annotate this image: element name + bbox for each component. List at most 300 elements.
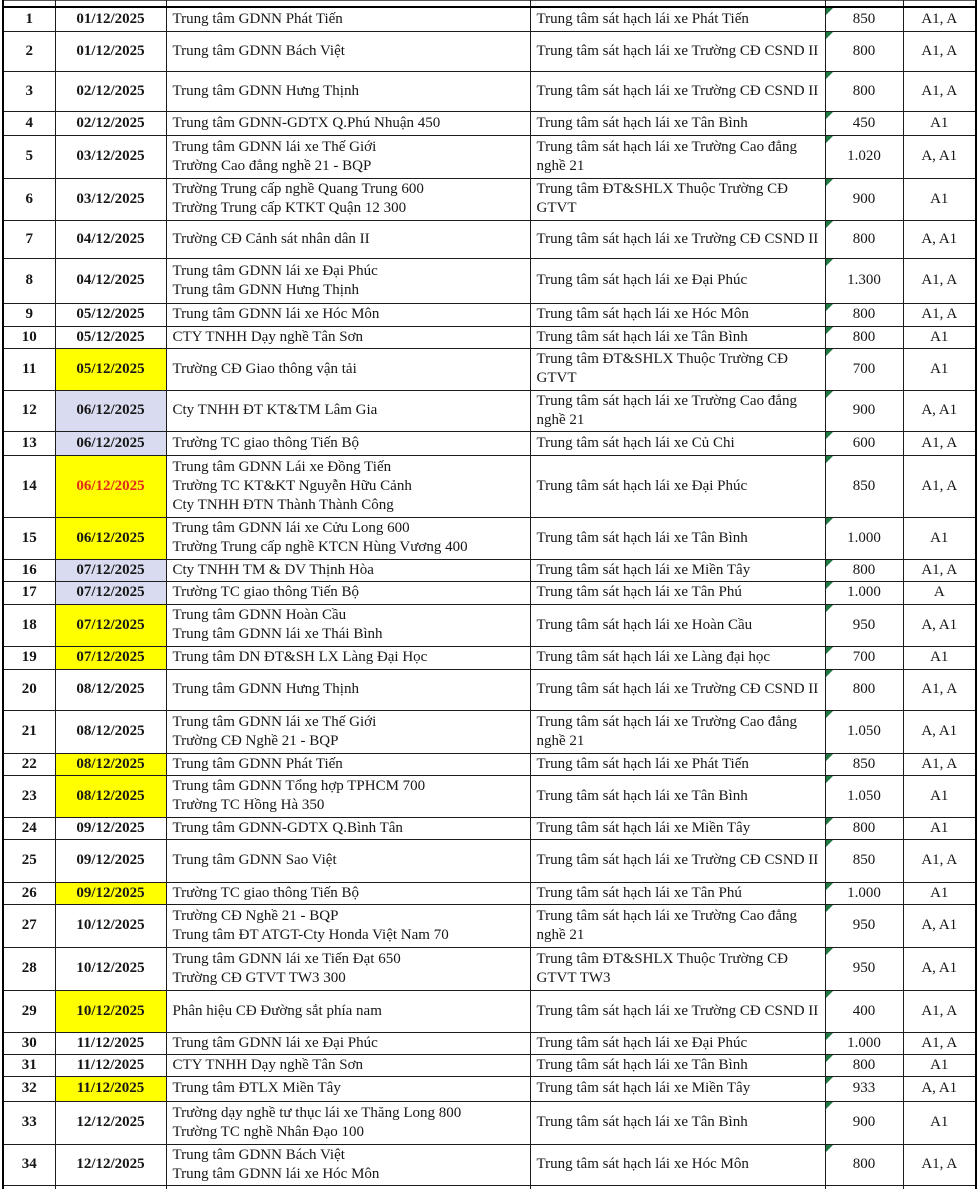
license-class-cell[interactable]: A, A1 [903, 135, 976, 178]
testing-center-cell[interactable]: Trung tâm sát hạch lái xe Trường Cao đẳng nghề 21 [530, 710, 825, 753]
partial-cell [55, 1185, 166, 1189]
license-class-cell[interactable]: A, A1 [903, 710, 976, 753]
row-number-cell[interactable]: 26 [3, 882, 55, 904]
testing-center-cell[interactable]: Trung tâm sát hạch lái xe Tân Bình [530, 775, 825, 817]
table-row [3, 390, 976, 431]
cell-comment-triangle-icon [826, 32, 833, 39]
training-center-cell[interactable] [166, 178, 530, 220]
row-number-cell[interactable]: 2 [3, 31, 55, 71]
training-center-line: Trung tâm GDNN lái xe Đại Phúc [172, 1034, 378, 1051]
testing-center-cell[interactable]: Trung tâm sát hạch lái xe Tân Bình [530, 1054, 825, 1076]
table-row [3, 178, 976, 220]
candidate-count-cell[interactable]: 700 [825, 646, 903, 669]
training-center-line: Trường CĐ Nghề 21 - BQP [172, 907, 339, 924]
row-number-cell[interactable]: 13 [3, 431, 55, 455]
row-number-cell[interactable]: 18 [3, 604, 55, 646]
training-center-line: Trung tâm GDNN Lái xe Đồng Tiến [172, 458, 392, 475]
table-row [3, 669, 976, 710]
cell-comment-triangle-icon [826, 112, 833, 119]
training-center-line: Trường Trung cấp nghề KTCN Hùng Vương 400 [172, 539, 468, 555]
testing-center-cell[interactable]: Trung tâm sát hạch lái xe Tân Bình [530, 326, 825, 348]
cell-comment-triangle-icon [826, 1033, 833, 1040]
training-center-cell[interactable] [166, 581, 530, 604]
table-row [3, 817, 976, 839]
training-center-line: Trung tâm ĐTLX Miền Tây [172, 1080, 341, 1096]
row-number-cell[interactable]: 7 [3, 220, 55, 258]
training-center-cell[interactable] [166, 559, 530, 581]
training-center-line: Cty TNHH ĐT KT&TM Lâm Gia [172, 402, 378, 418]
testing-center-cell[interactable]: Trung tâm sát hạch lái xe Trường CĐ CSND II [530, 669, 825, 710]
license-class-cell[interactable]: A1, A [903, 431, 976, 455]
training-center-cell[interactable] [166, 258, 530, 303]
training-center-line: Trường TC nghề Nhân Đạo 100 [172, 1123, 364, 1140]
table-row [3, 775, 976, 817]
cell-comment-triangle-icon [826, 1102, 833, 1109]
candidate-count-cell[interactable]: 850 [825, 7, 903, 31]
candidate-count-cell[interactable]: 850 [825, 753, 903, 775]
table-row [3, 348, 976, 390]
license-class-cell[interactable]: A1 [903, 1054, 976, 1076]
table-row [3, 517, 976, 559]
training-center-cell[interactable] [166, 1076, 530, 1101]
testing-center-cell[interactable]: Trung tâm sát hạch lái xe Đại Phúc [530, 455, 825, 517]
partial-row-bottom [3, 1185, 976, 1189]
cell-comment-triangle-icon [826, 818, 833, 825]
license-class-cell[interactable]: A1, A [903, 753, 976, 775]
testing-center-cell[interactable]: Trung tâm sát hạch lái xe Đại Phúc [530, 258, 825, 303]
partial-cell [530, 1185, 825, 1189]
license-class-cell[interactable]: A1 [903, 817, 976, 839]
license-class-cell[interactable]: A1 [903, 111, 976, 135]
license-class-cell[interactable]: A1, A [903, 7, 976, 31]
license-class-cell[interactable]: A1 [903, 1101, 976, 1144]
date-cell[interactable]: 06/12/2025 [55, 455, 166, 517]
license-class-cell[interactable]: A, A1 [903, 947, 976, 990]
candidate-count-cell[interactable]: 700 [825, 348, 903, 390]
row-number-cell[interactable]: 1 [3, 7, 55, 31]
table-row [3, 31, 976, 71]
training-center-line: Trung tâm GDNN Sao Việt [172, 852, 337, 868]
training-center-line: Trung tâm GDNN Hoàn Cầu [172, 607, 347, 623]
date-cell[interactable]: 04/12/2025 [55, 258, 166, 303]
candidate-count-cell[interactable]: 1.000 [825, 581, 903, 604]
license-class-cell[interactable]: A1, A [903, 31, 976, 71]
date-cell[interactable]: 09/12/2025 [55, 882, 166, 904]
row-number-cell[interactable]: 8 [3, 258, 55, 303]
training-center-line: Trung tâm GDNN lái xe Tiến Đạt 650 [172, 950, 401, 967]
date-cell[interactable]: 02/12/2025 [55, 71, 166, 111]
candidate-count-cell[interactable]: 800 [825, 1054, 903, 1076]
table-row [3, 1144, 976, 1185]
training-center-line: Trung tâm DN ĐT&SH LX Làng Đại Học [172, 649, 428, 665]
date-cell[interactable]: 09/12/2025 [55, 817, 166, 839]
training-center-cell[interactable] [166, 775, 530, 817]
testing-center-cell[interactable]: Trung tâm sát hạch lái xe Trường Cao đẳng nghề 21 [530, 390, 825, 431]
training-center-line: Trung tâm GDNN lái xe Đại Phúc [172, 262, 378, 279]
training-center-cell[interactable] [166, 455, 530, 517]
license-class-cell[interactable]: A, A1 [903, 220, 976, 258]
cell-comment-triangle-icon [826, 179, 833, 186]
date-cell[interactable]: 10/12/2025 [55, 947, 166, 990]
training-center-line: Phân hiệu CĐ Đường sắt phía nam [172, 1002, 382, 1019]
table-row [3, 135, 976, 178]
date-cell[interactable]: 01/12/2025 [55, 7, 166, 31]
date-cell[interactable]: 05/12/2025 [55, 348, 166, 390]
candidate-count-cell[interactable]: 800 [825, 220, 903, 258]
training-center-line: CTY TNHH Dạy nghề Tân Sơn [172, 328, 364, 345]
training-center-line: Trung tâm GDNN-GDTX Q.Bình Tân [172, 819, 403, 836]
training-center-line: Trường CĐ Giao thông vận tải [172, 360, 357, 377]
date-cell[interactable]: 11/12/2025 [55, 1032, 166, 1054]
partial-cell [166, 1185, 530, 1189]
training-center-line: Trung tâm GDNN Phát Tiến [172, 10, 343, 27]
training-center-line: Trung tâm GDNN Hưng Thịnh [172, 281, 359, 298]
testing-center-cell[interactable]: Trung tâm sát hạch lái xe Tân Bình [530, 517, 825, 559]
row-number-cell[interactable]: 9 [3, 303, 55, 326]
row-number-cell[interactable]: 27 [3, 904, 55, 947]
table-row [3, 455, 976, 517]
row-number-cell[interactable]: 25 [3, 839, 55, 882]
candidate-count-cell[interactable]: 900 [825, 390, 903, 431]
license-class-cell[interactable]: A1 [903, 882, 976, 904]
testing-center-cell[interactable]: Trung tâm sát hạch lái xe Củ Chi [530, 431, 825, 455]
training-center-cell[interactable] [166, 882, 530, 904]
table-row [3, 604, 976, 646]
training-center-cell[interactable] [166, 1054, 530, 1076]
testing-center-cell[interactable]: Trung tâm ĐT&SHLX Thuộc Trường CĐ GTVT [530, 348, 825, 390]
date-cell[interactable]: 07/12/2025 [55, 604, 166, 646]
training-center-line: Trường TC giao thông Tiến Bộ [172, 434, 360, 451]
date-cell[interactable]: 08/12/2025 [55, 775, 166, 817]
date-cell[interactable]: 05/12/2025 [55, 326, 166, 348]
license-class-cell[interactable]: A, A1 [903, 904, 976, 947]
training-center-line: Cty TNHH TM & DV Thịnh Hòa [172, 561, 374, 578]
row-number-cell[interactable]: 12 [3, 390, 55, 431]
cell-comment-triangle-icon [826, 327, 833, 334]
training-center-cell[interactable] [166, 135, 530, 178]
row-number-cell[interactable]: 19 [3, 646, 55, 669]
cell-comment-triangle-icon [826, 349, 833, 356]
partial-cell [825, 1185, 903, 1189]
row-number-cell[interactable]: 24 [3, 817, 55, 839]
row-number-cell[interactable]: 20 [3, 669, 55, 710]
training-center-line: Trung tâm GDNN lái xe Thái Bình [172, 626, 383, 642]
training-center-line: Trung tâm GDNN lái xe Hóc Môn [172, 1165, 380, 1182]
training-center-cell[interactable] [166, 646, 530, 669]
training-center-line: Trường TC KT&KT Nguyễn Hữu Cảnh [172, 477, 412, 494]
license-class-cell[interactable]: A1, A [903, 559, 976, 581]
table-row [3, 1101, 976, 1144]
row-number-cell[interactable]: 4 [3, 111, 55, 135]
training-center-cell[interactable] [166, 817, 530, 839]
testing-center-cell[interactable]: Trung tâm sát hạch lái xe Tân Phú [530, 882, 825, 904]
table-row [3, 7, 976, 31]
candidate-count-cell[interactable]: 850 [825, 839, 903, 882]
date-cell[interactable]: 10/12/2025 [55, 904, 166, 947]
candidate-count-cell[interactable]: 400 [825, 990, 903, 1032]
training-center-line: Trung tâm GDNN Bách Việt [172, 42, 345, 59]
license-class-cell[interactable]: A, A1 [903, 390, 976, 431]
row-number-cell[interactable]: 14 [3, 455, 55, 517]
training-center-line: CTY TNHH Dạy nghề Tân Sơn [172, 1056, 364, 1073]
table-row [3, 947, 976, 990]
date-cell[interactable]: 08/12/2025 [55, 710, 166, 753]
date-cell[interactable]: 07/12/2025 [55, 646, 166, 669]
row-number-cell[interactable]: 16 [3, 559, 55, 581]
testing-center-cell[interactable]: Trung tâm sát hạch lái xe Hóc Môn [530, 303, 825, 326]
testing-center-cell[interactable]: Trung tâm sát hạch lái xe Trường CĐ CSND II [530, 839, 825, 882]
date-cell[interactable]: 11/12/2025 [55, 1054, 166, 1076]
row-number-cell[interactable]: 3 [3, 71, 55, 111]
candidate-count-cell[interactable]: 800 [825, 303, 903, 326]
cell-comment-triangle-icon [826, 711, 833, 718]
date-cell[interactable]: 02/12/2025 [55, 111, 166, 135]
testing-center-cell[interactable]: Trung tâm sát hạch lái xe Trường CĐ CSND II [530, 71, 825, 111]
candidate-count-cell[interactable]: 950 [825, 604, 903, 646]
date-cell[interactable]: 01/12/2025 [55, 31, 166, 71]
row-number-cell[interactable]: 10 [3, 326, 55, 348]
training-center-line: Trung tâm GDNN-GDTX Q.Phú Nhuận 450 [172, 114, 441, 131]
candidate-count-cell[interactable]: 800 [825, 559, 903, 581]
date-cell[interactable]: 08/12/2025 [55, 669, 166, 710]
cell-comment-triangle-icon [826, 1055, 833, 1062]
training-center-line: Trung tâm GDNN Hưng Thịnh [172, 82, 359, 99]
training-center-line: Trung tâm GDNN lái xe Hóc Môn [172, 306, 380, 322]
license-class-cell[interactable]: A1, A [903, 303, 976, 326]
date-cell[interactable]: 10/12/2025 [55, 990, 166, 1032]
table-row [3, 882, 976, 904]
training-center-cell[interactable] [166, 604, 530, 646]
row-number-cell[interactable]: 28 [3, 947, 55, 990]
training-center-cell[interactable] [166, 390, 530, 431]
date-cell[interactable]: 11/12/2025 [55, 1076, 166, 1101]
candidate-count-cell[interactable]: 800 [825, 71, 903, 111]
candidate-count-cell[interactable]: 800 [825, 31, 903, 71]
license-class-cell[interactable]: A1, A [903, 455, 976, 517]
license-class-cell[interactable]: A1, A [903, 839, 976, 882]
testing-center-cell[interactable]: Trung tâm sát hạch lái xe Miền Tây [530, 1076, 825, 1101]
cell-comment-triangle-icon [826, 1077, 833, 1084]
candidate-count-cell[interactable]: 1.000 [825, 1032, 903, 1054]
license-class-cell[interactable]: A1, A [903, 1032, 976, 1054]
testing-center-cell[interactable]: Trung tâm sát hạch lái xe Hóc Môn [530, 1144, 825, 1185]
cell-comment-triangle-icon [826, 1145, 833, 1152]
date-cell[interactable]: 06/12/2025 [55, 517, 166, 559]
training-center-line: Trường Trung cấp KTKT Quận 12 300 [172, 200, 407, 216]
training-center-cell[interactable] [166, 990, 530, 1032]
training-center-cell[interactable] [166, 71, 530, 111]
candidate-count-cell[interactable]: 1.050 [825, 775, 903, 817]
row-number-cell[interactable]: 30 [3, 1032, 55, 1054]
training-center-cell[interactable] [166, 947, 530, 990]
row-number-cell[interactable]: 29 [3, 990, 55, 1032]
training-center-cell[interactable] [166, 303, 530, 326]
training-center-cell[interactable] [166, 710, 530, 753]
training-center-line: Trung tâm GDNN lái xe Thế Giới [172, 138, 377, 155]
training-center-line: Trường TC giao thông Tiến Bộ [172, 884, 360, 901]
table-row [3, 581, 976, 604]
table-row [3, 111, 976, 135]
license-class-cell[interactable]: A1, A [903, 258, 976, 303]
cell-comment-triangle-icon [826, 72, 833, 79]
driving-test-schedule-table [2, 0, 977, 1189]
candidate-count-cell[interactable]: 850 [825, 455, 903, 517]
row-number-cell[interactable]: 21 [3, 710, 55, 753]
training-center-cell[interactable] [166, 669, 530, 710]
date-cell[interactable]: 08/12/2025 [55, 753, 166, 775]
cell-comment-triangle-icon [826, 582, 833, 589]
training-center-cell[interactable] [166, 348, 530, 390]
testing-center-cell[interactable]: Trung tâm sát hạch lái xe Làng đại học [530, 646, 825, 669]
row-number-cell[interactable]: 15 [3, 517, 55, 559]
date-cell[interactable]: 05/12/2025 [55, 303, 166, 326]
date-cell[interactable]: 07/12/2025 [55, 581, 166, 604]
testing-center-cell[interactable]: Trung tâm ĐT&SHLX Thuộc Trường CĐ GTVT [530, 178, 825, 220]
testing-center-cell[interactable]: Trung tâm sát hạch lái xe Phát Tiến [530, 7, 825, 31]
candidate-count-cell[interactable]: 800 [825, 669, 903, 710]
cell-comment-triangle-icon [826, 754, 833, 761]
testing-center-cell[interactable]: Trung tâm sát hạch lái xe Đại Phúc [530, 1032, 825, 1054]
candidate-count-cell[interactable]: 800 [825, 1144, 903, 1185]
row-number-cell[interactable]: 31 [3, 1054, 55, 1076]
training-center-cell[interactable] [166, 431, 530, 455]
candidate-count-cell[interactable]: 800 [825, 817, 903, 839]
cell-comment-triangle-icon [826, 905, 833, 912]
testing-center-cell[interactable]: Trung tâm sát hạch lái xe Miền Tây [530, 559, 825, 581]
candidate-count-cell[interactable]: 950 [825, 947, 903, 990]
cell-comment-triangle-icon [826, 647, 833, 654]
candidate-count-cell[interactable]: 1.000 [825, 517, 903, 559]
row-number-cell[interactable]: 5 [3, 135, 55, 178]
testing-center-cell[interactable]: Trung tâm sát hạch lái xe Trường Cao đẳng nghề 21 [530, 135, 825, 178]
testing-center-cell[interactable]: Trung tâm sát hạch lái xe Tân Bình [530, 1101, 825, 1144]
license-class-cell[interactable]: A1 [903, 517, 976, 559]
testing-center-cell[interactable]: Trung tâm ĐT&SHLX Thuộc Trường CĐ GTVT TW3 [530, 947, 825, 990]
training-center-cell[interactable] [166, 904, 530, 947]
license-class-cell[interactable]: A1, A [903, 669, 976, 710]
date-cell[interactable]: 12/12/2025 [55, 1101, 166, 1144]
date-cell[interactable]: 07/12/2025 [55, 559, 166, 581]
table-row [3, 646, 976, 669]
table-row [3, 1054, 976, 1076]
testing-center-cell[interactable]: Trung tâm sát hạch lái xe Hoàn Cầu [530, 604, 825, 646]
training-center-cell[interactable] [166, 220, 530, 258]
candidate-count-cell[interactable]: 1.000 [825, 882, 903, 904]
training-center-cell[interactable] [166, 111, 530, 135]
cell-comment-triangle-icon [826, 304, 833, 311]
license-class-cell[interactable]: A [903, 581, 976, 604]
training-center-cell[interactable] [166, 1144, 530, 1185]
table-row [3, 220, 976, 258]
training-center-cell[interactable] [166, 1032, 530, 1054]
training-center-cell[interactable] [166, 7, 530, 31]
table-row [3, 904, 976, 947]
table-row [3, 1032, 976, 1054]
license-class-cell[interactable]: A1, A [903, 990, 976, 1032]
cell-comment-triangle-icon [826, 883, 833, 890]
training-center-cell[interactable] [166, 753, 530, 775]
training-center-line: Trung tâm GDNN Tổng hợp TPHCM 700 [172, 778, 426, 794]
table-body [3, 1, 976, 1189]
candidate-count-cell[interactable]: 1.020 [825, 135, 903, 178]
row-number-cell[interactable]: 34 [3, 1144, 55, 1185]
date-cell[interactable]: 06/12/2025 [55, 390, 166, 431]
license-class-cell[interactable]: A1 [903, 646, 976, 669]
row-number-cell[interactable]: 32 [3, 1076, 55, 1101]
candidate-count-cell[interactable]: 1.050 [825, 710, 903, 753]
candidate-count-cell[interactable]: 1.300 [825, 258, 903, 303]
candidate-count-cell[interactable]: 600 [825, 431, 903, 455]
training-center-line: Trường CĐ Cảnh sát nhân dân II [172, 230, 370, 247]
row-number-cell[interactable]: 6 [3, 178, 55, 220]
row-number-cell[interactable]: 22 [3, 753, 55, 775]
training-center-cell[interactable] [166, 1101, 530, 1144]
table-row [3, 431, 976, 455]
candidate-count-cell[interactable]: 900 [825, 1101, 903, 1144]
license-class-cell[interactable]: A1 [903, 348, 976, 390]
cell-comment-triangle-icon [826, 840, 833, 847]
table-row [3, 839, 976, 882]
candidate-count-cell[interactable]: 900 [825, 178, 903, 220]
license-class-cell[interactable]: A1 [903, 178, 976, 220]
training-center-cell[interactable] [166, 326, 530, 348]
candidate-count-cell[interactable]: 450 [825, 111, 903, 135]
training-center-line: Trường Cao đẳng nghề 21 - BQP [172, 157, 372, 174]
cell-comment-triangle-icon [826, 391, 833, 398]
date-cell[interactable]: 09/12/2025 [55, 839, 166, 882]
cell-comment-triangle-icon [826, 605, 833, 612]
row-number-cell[interactable]: 17 [3, 581, 55, 604]
date-cell[interactable]: 03/12/2025 [55, 178, 166, 220]
testing-center-cell[interactable]: Trung tâm sát hạch lái xe Trường CĐ CSND II [530, 220, 825, 258]
license-class-cell[interactable]: A, A1 [903, 1076, 976, 1101]
table-row [3, 559, 976, 581]
candidate-count-cell[interactable]: 933 [825, 1076, 903, 1101]
testing-center-cell[interactable]: Trung tâm sát hạch lái xe Miền Tây [530, 817, 825, 839]
table-row [3, 258, 976, 303]
training-center-line: Trung tâm GDNN lái xe Cửu Long 600 [172, 520, 410, 536]
testing-center-cell[interactable]: Trung tâm sát hạch lái xe Trường Cao đẳng nghề 21 [530, 904, 825, 947]
license-class-cell[interactable]: A1 [903, 775, 976, 817]
testing-center-cell[interactable]: Trung tâm sát hạch lái xe Trường CĐ CSND II [530, 990, 825, 1032]
row-number-cell[interactable]: 11 [3, 348, 55, 390]
license-class-cell[interactable]: A, A1 [903, 604, 976, 646]
table-row [3, 1076, 976, 1101]
date-cell[interactable]: 04/12/2025 [55, 220, 166, 258]
date-cell[interactable]: 03/12/2025 [55, 135, 166, 178]
candidate-count-cell[interactable]: 800 [825, 326, 903, 348]
date-cell[interactable]: 12/12/2025 [55, 1144, 166, 1185]
training-center-line: Trường Trung cấp nghề Quang Trung 600 [172, 181, 424, 197]
table-row [3, 753, 976, 775]
row-number-cell[interactable]: 33 [3, 1101, 55, 1144]
candidate-count-cell[interactable]: 950 [825, 904, 903, 947]
row-number-cell[interactable]: 23 [3, 775, 55, 817]
license-class-cell[interactable]: A1, A [903, 71, 976, 111]
license-class-cell[interactable]: A1 [903, 326, 976, 348]
license-class-cell[interactable]: A1, A [903, 1144, 976, 1185]
testing-center-cell[interactable]: Trung tâm sát hạch lái xe Phát Tiến [530, 753, 825, 775]
training-center-cell[interactable] [166, 31, 530, 71]
date-cell[interactable]: 06/12/2025 [55, 431, 166, 455]
testing-center-cell[interactable]: Trung tâm sát hạch lái xe Tân Phú [530, 581, 825, 604]
testing-center-cell[interactable]: Trung tâm sát hạch lái xe Trường CĐ CSND II [530, 31, 825, 71]
training-center-line: Trường CĐ Nghề 21 - BQP [172, 732, 339, 749]
cell-comment-triangle-icon [826, 221, 833, 228]
training-center-cell[interactable] [166, 517, 530, 559]
testing-center-cell[interactable]: Trung tâm sát hạch lái xe Tân Bình [530, 111, 825, 135]
training-center-cell[interactable] [166, 839, 530, 882]
